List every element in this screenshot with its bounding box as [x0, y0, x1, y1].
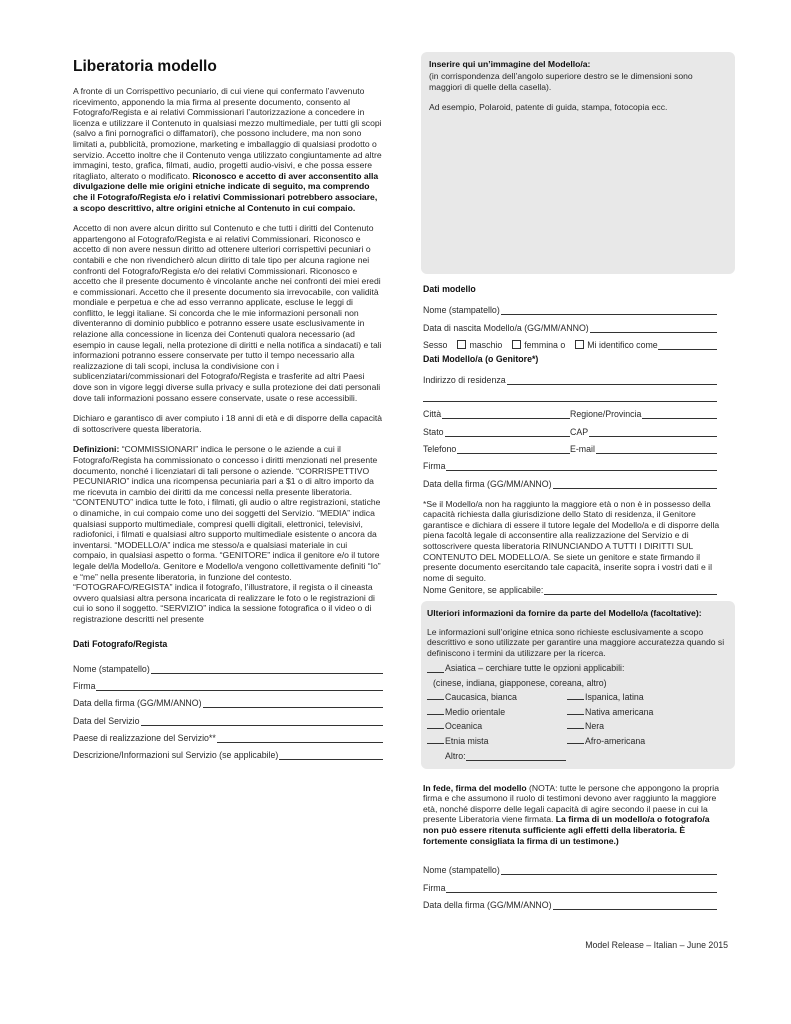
region-field[interactable]: Regione/Provincia: [570, 402, 717, 419]
shoot-date-field[interactable]: Data del Servizio: [73, 708, 383, 725]
model-fields: [421, 298, 717, 350]
ethnicity-oceanic[interactable]: Oceanica: [427, 720, 567, 731]
ethnicity-row-2: [427, 702, 727, 717]
minor-note: *Se il Modello/a non ha raggiunto la maggiore età o non è in possesso della capacità richiesta dalla giurisdizione dello Stato di residenza, il Genitore garantisce e dichiara di essere il tutore legale del Modello/a e di disporre della piena facoltà legale di acconsentire alla realizzazione del Servizio e di sottoscrivere questa liberatoria RINUNCIANDO A TUTTI I DIRITTI SUL CONTENUTO DEL MODELLO/A. Se siete un genitore e state firmando il presente documento esercitando tale capacità, inserite sopra i vostri dati e il nome di seguito.: [423, 498, 720, 583]
model-signature-date-field[interactable]: Data della firma (GG/MM/ANNO): [423, 893, 717, 910]
ethnicity-black[interactable]: Nera: [567, 720, 707, 731]
consent-paragraph: A fronte di un Corrispettivo pecuniario, di cui viene qui confermato l’avvenuto ricevimento, apponendo la mia firma al presente documento, consento al Fotografo/Regista e ai relativi Commissionari l’autorizzazione a concedere in licenza e utilizzare il Contenuto in qualsiasi mezzo multimediale, per tutti gli scopi (salvo a fini pornografici o diffamatori), che possono includere, ma non sono limitati a, pubblicità, promozione, marketing e imballaggio di qualsiasi prodotto o servizio. Accetto inoltre che il Contenuto venga utilizzato congiuntamente ad altre immagini, testo, grafica, filmati, audio, progetti audio-visivi, e che possa essere ritagliato, alterato o modificato. Riconosco e accetto di aver acconsentito alla divulgazione delle mie origini etniche indicate di seguito, ma comprendo che il Fotografo/Regista e/o i relativi Commissionari potrebbero associare, a scopo descrittivo, altre origini etniche al Contenuto in cui compaio.: [73, 86, 382, 213]
parent-name-field[interactable]: Nome Genitore, se applicabile:: [423, 583, 717, 595]
photographer-signature-field[interactable]: Firma: [73, 674, 383, 691]
photo-box-examples: Ad esempio, Polaroid, patente di guida, stampa, fotocopia ecc.: [429, 102, 668, 112]
document-title: Liberatoria modello: [73, 58, 217, 75]
phone-field[interactable]: Telefono: [423, 437, 570, 454]
photographer-section-title: Dati Fotografo/Regista: [73, 638, 168, 649]
sex-option-female[interactable]: femmina o: [512, 340, 565, 350]
model-section-title: Dati modello: [423, 284, 476, 294]
photographer-name-field[interactable]: Nome (stampatello): [73, 657, 383, 674]
guardian-signature-field[interactable]: Firma: [423, 454, 717, 471]
age-declaration: Dichiaro e garantisco di aver compiuto i 18 anni di età e di disporre della capacità di sottoscrivere questa liberatoria.: [73, 413, 383, 434]
guardian-sign-date-field[interactable]: Data della firma (GG/MM/ANNO): [423, 471, 717, 488]
model-signature-field[interactable]: Firma: [423, 875, 717, 892]
email-field[interactable]: E-mail: [570, 437, 717, 454]
city-region-row: [423, 402, 717, 419]
phone-email-row: [423, 437, 717, 454]
ethnicity-african-american[interactable]: Afro-americana: [567, 735, 707, 746]
shoot-country-field[interactable]: Paese di realizzazione del Servizio**: [73, 726, 383, 743]
model-dob-field[interactable]: Data di nascita Modello/a (GG/MM/ANNO): [423, 315, 717, 332]
photographer-sign-date-field[interactable]: Data della firma (GG/MM/ANNO): [73, 691, 383, 708]
female-checkbox[interactable]: [512, 340, 521, 349]
guardian-fields: [421, 368, 717, 489]
photo-box-title: Inserire qui un’immagine del Modello/a:: [429, 59, 591, 69]
additional-info-box: [421, 601, 735, 768]
address-field-line-2[interactable]: [423, 385, 717, 402]
address-field[interactable]: Indirizzo di residenza: [423, 368, 717, 385]
ethnicity-mixed[interactable]: Etnia mista: [427, 735, 567, 746]
guardian-section-title: Dati Modello/a (o Genitore*): [423, 353, 539, 364]
sex-option-male[interactable]: maschio: [457, 340, 502, 350]
shoot-description-field[interactable]: Descrizione/Informazioni sul Servizio (se applicabile): [73, 743, 383, 760]
parent-name-wrap: [421, 583, 717, 595]
model-signature-fields: [421, 858, 717, 910]
ethnicity-asian-options: (cinese, indiana, giapponese, coreana, altro): [433, 677, 607, 688]
ethnicity-other[interactable]: Altro:: [427, 746, 727, 761]
ethnicity-caucasian[interactable]: Caucasica, bianca: [427, 691, 567, 702]
photographer-fields: [73, 657, 383, 761]
additional-info-title: Ulteriori informazioni da fornire da parte del Modello/a (facoltative):: [427, 608, 702, 619]
ethnicity-hispanic[interactable]: Ispanica, latina: [567, 691, 707, 702]
state-field[interactable]: Stato: [423, 419, 570, 436]
sex-field: Sesso maschio femmina o Mi identifico come: [423, 333, 717, 350]
male-checkbox[interactable]: [457, 340, 466, 349]
ethnicity-row-3: [427, 717, 727, 732]
state-cap-row: [423, 419, 717, 436]
faith-statement: In fede, firma del modello (NOTA: tutte le persone che appongono la propria firma e che assumono il ruolo di testimoni devono aver raggiunto la maggiore età, nonché disporre delle legali capacità di agire secondo il paese in cui la presente Liberatoria viene firmata. La firma di un modello/a o fotografo/a non può essere ritenuta sufficiente agli effetti della liberatoria. È fortemente consigliata la firma di un testimone.): [423, 782, 719, 846]
city-field[interactable]: Città: [423, 402, 570, 419]
ethnicity-native-american[interactable]: Nativa americana: [567, 706, 707, 717]
ethnicity-asian[interactable]: Asiatica – cerchiare tutte le opzioni applicabili:: [427, 658, 727, 673]
footer-version: Model Release – Italian – June 2015: [585, 940, 728, 950]
self-identify-line[interactable]: [658, 339, 717, 350]
ethnicity-acknowledgement: Riconosco e accetto di aver acconsentito alla divulgazione delle mie origini etniche indicate di seguito, ma comprendo che il Fotografo/Regista e/o i relativi Commissionari potrebbero associare, a scopo descrittivo, altre origini etniche al Contenuto in cui compaio.: [73, 170, 379, 213]
photo-box-instructions: (in corrispondenza dell’angolo superiore destro se le dimensioni sono maggiori di quelle della casella).: [429, 71, 693, 92]
additional-info-text: Le informazioni sull’origine etnica sono richieste esclusivamente a scopo descrittivo e sono utilizzate per garantire una maggiore accuratezza quando si definiscono i termini da utilizzare per la ricerca.: [427, 626, 725, 658]
right-column: [421, 52, 735, 910]
ethnicity-row-1: [427, 688, 727, 703]
self-identify-checkbox[interactable]: [575, 340, 584, 349]
cap-field[interactable]: CAP: [570, 419, 717, 436]
left-column: [73, 58, 383, 760]
ethnicity-middle-eastern[interactable]: Medio orientale: [427, 706, 567, 717]
sex-option-self-identify[interactable]: Mi identifico come: [575, 340, 657, 350]
ethnicity-row-4: [427, 731, 727, 746]
rights-paragraph: Accetto di non avere alcun diritto sul Contenuto e che tutti i diritti del Contenuto appartengono al Fotografo/Regista e ai relativi Commissionari. Riconosco e accetto di non avere nessun diritto ad ottenere ulteriori corrispettivi pecuniari o contabili e che non rivendicherò alcun diritto di tale tipo per alcuna ragione nei confronti del Fotografo/Regista e/o dei relativi Commissionari. Riconosco e accetto che il presente documento è vincolante anche nei confronti dei miei eredi e commissionari. Accetto che il presente documento sia irrevocabile, con validità mondiale e perpetua e che ad esso verranno applicate, escluse le leggi di conflitto, le leggi italiane. Si concorda che le mie informazioni personali non diventeranno di dominio pubblico e potranno essere usate esclusivamente in relazione alla concessione in licenza dei Contenuti qualora necessario (ad esempio in cause legali, nella protezione di diritti e nella notifica a sindacati) e tali informazioni potranno essere conservate per tutto il tempo necessario alla realizzazione di tali scopi, inclusa la condivisione con i sublicenziatari/commissionari del Fotografo/Regista e trasferite ad altri Paesi dove son in vigore leggi diverse sulla privacy e sulla protezione dei dati personali dove tali informazioni possano essere conservate, usate o rese accessibili.: [73, 223, 382, 403]
definitions-paragraph: Definizioni: “COMMISSIONARI” indica le persone o le aziende a cui il Fotografo/Regista ha commissionato o concesso i diritti menzionati nel presente documento, nonché i licenziatari di tali persone o aziende. “CORRISPETTIVO PECUNIARIO” indica una ricompensa pecuniaria pari a $1 o di altro importo da me ricevuta in cambio dei diritti da me concessi nella presente liberatoria. “CONTENUTO” indica tutte le foto, i filmati, gli audio o altre registrazioni, statiche o dinamiche, in cui compaio come uno dei soggetti del Servizio. “MEDIA” indica qualsiasi supporto multimediale, compresi quelli digitali, elettronici, televisivi, radiofonici, i filmati e qualsiasi altro supporto multimediale esistente o ancora da inventarsi. “MODELLO/A” indica me stesso/a e qualsiasi materiale in cui compaio, in qualsiasi aspetto o forma. “GENITORE” indica il genitore e/o il tutore legale del/la Modello/a. Genitore e Modello/a vengono collettivamente definiti “Io” e “me” nella presente liberatoria, in funzione del contesto. “FOTOGRAFO/REGISTA” indica il fotografo, l’illustratore, il regista o il cineasta ovvero qualsiasi altra persona incaricata di realizzare le foto o le registrazioni di cui io sono il soggetto. “SERVIZIO” indica la sessione fotografica o il video o di registrazione descritti nel presente: [73, 444, 381, 624]
model-name-field[interactable]: Nome (stampatello): [423, 298, 717, 315]
model-signature-name-field[interactable]: Nome (stampatello): [423, 858, 717, 875]
model-photo-box[interactable]: [421, 52, 735, 274]
